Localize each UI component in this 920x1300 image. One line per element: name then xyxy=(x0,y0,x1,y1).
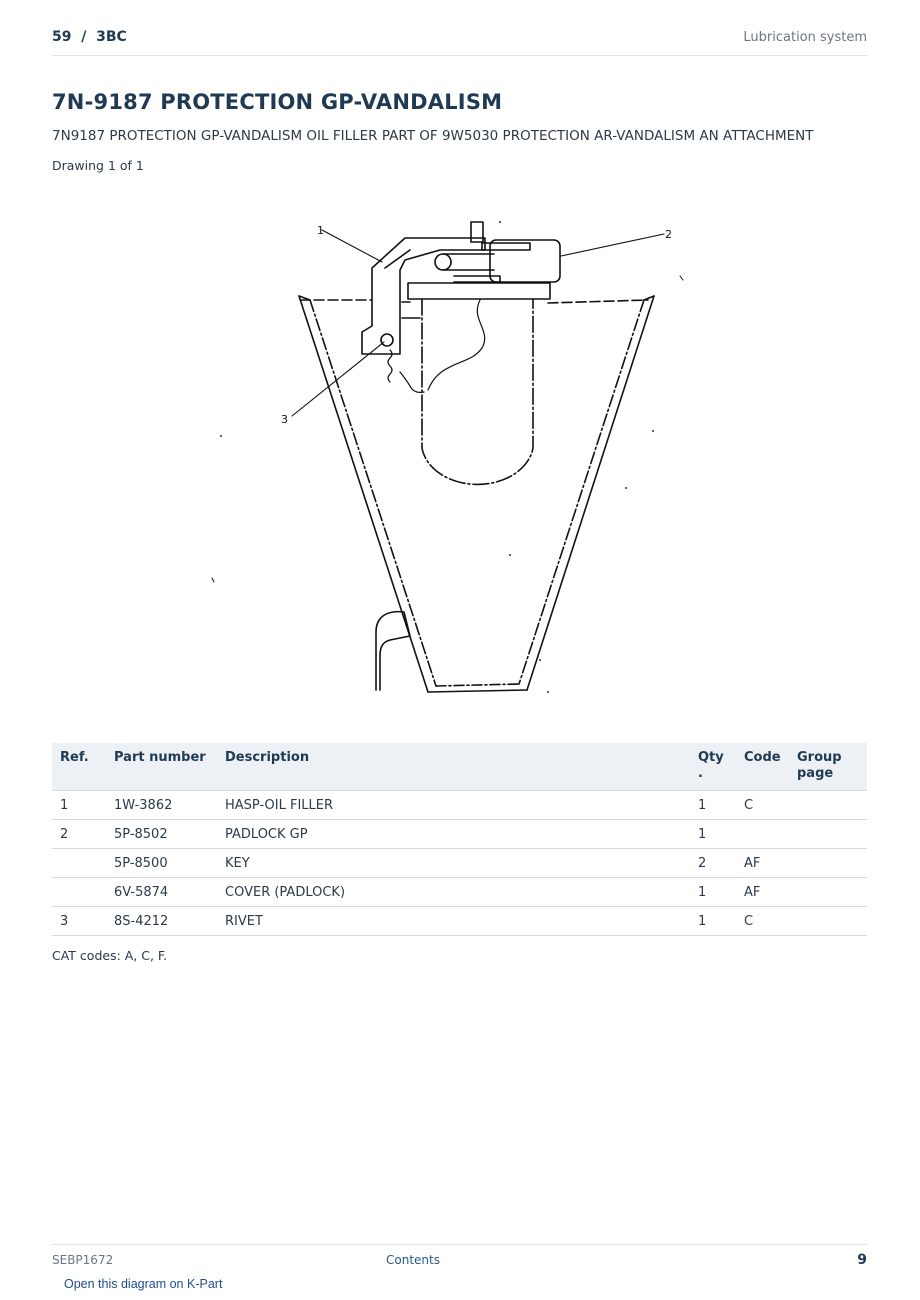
funnel-left-wall-inner xyxy=(310,300,436,686)
hasp-arm xyxy=(362,238,485,354)
callout-1-leader xyxy=(322,230,382,262)
cell-part-number: 5P-8500 xyxy=(106,849,217,878)
parts-diagram xyxy=(200,195,700,710)
cell-ref xyxy=(52,849,106,878)
header-divider xyxy=(52,55,867,56)
col-header-qty: Qty . xyxy=(690,743,736,791)
cell-part-number: 1W-3862 xyxy=(106,791,217,820)
cell-part-number: 8S-4212 xyxy=(106,907,217,936)
callout-1: 1 xyxy=(317,224,324,237)
funnel-bottom xyxy=(428,690,527,692)
callout-3: 3 xyxy=(281,413,288,426)
funnel-rim-right xyxy=(548,300,648,303)
cell-ref xyxy=(52,878,106,907)
document-id: SEBP1672 xyxy=(52,1253,114,1267)
callout-2: 2 xyxy=(665,228,672,241)
cell-description: KEY xyxy=(217,849,690,878)
callout-3-leader xyxy=(292,342,384,416)
hasp-pin xyxy=(471,222,483,242)
table-row xyxy=(52,820,867,849)
col-header-group-page: Group page xyxy=(789,743,867,791)
cell-code: C xyxy=(736,791,789,820)
cell-part-number: 6V-5874 xyxy=(106,878,217,907)
cell-code: AF xyxy=(736,878,789,907)
cell-qty: 1 xyxy=(690,878,736,907)
funnel-right-wall xyxy=(527,296,654,690)
cell-group-page xyxy=(789,878,867,907)
footer-divider xyxy=(52,1244,867,1245)
page-breadcrumb: 59 / 3BC xyxy=(52,29,127,45)
cell-description: PADLOCK GP xyxy=(217,820,690,849)
col-header-description: Description xyxy=(217,743,690,791)
cell-part-number: 5P-8502 xyxy=(106,820,217,849)
funnel-bottom-inner xyxy=(436,684,519,686)
cell-qty: 2 xyxy=(690,849,736,878)
col-header-ref: Ref. xyxy=(52,743,106,791)
cell-ref: 1 xyxy=(52,791,106,820)
cell-description: RIVET xyxy=(217,907,690,936)
rivet-circle xyxy=(381,334,393,346)
cell-ref: 2 xyxy=(52,820,106,849)
kpart-diagram-link[interactable]: Open this diagram on K-Part xyxy=(64,1277,223,1291)
table-row xyxy=(52,791,867,820)
cell-description: HASP-OIL FILLER xyxy=(217,791,690,820)
callout-2-leader xyxy=(561,234,664,256)
cutaway-line xyxy=(428,300,485,390)
col-header-part-number: Part number xyxy=(106,743,217,791)
cell-code: C xyxy=(736,907,789,936)
table-row xyxy=(52,878,867,907)
cell-qty: 1 xyxy=(690,820,736,849)
filler-cap-plate xyxy=(408,283,550,299)
cell-code xyxy=(736,820,789,849)
parts-table xyxy=(52,743,867,936)
cat-codes-note: CAT codes: A, C, F. xyxy=(52,948,168,963)
contents-link[interactable]: Contents xyxy=(386,1253,440,1267)
cell-description: COVER (PADLOCK) xyxy=(217,878,690,907)
funnel-right-wall-inner xyxy=(519,300,644,684)
table-row xyxy=(52,849,867,878)
page-number: 9 xyxy=(857,1252,867,1268)
table-row xyxy=(52,907,867,936)
cell-qty: 1 xyxy=(690,907,736,936)
filler-tube xyxy=(422,299,533,484)
page-title: 7N-9187 PROTECTION GP-VANDALISM xyxy=(52,90,503,114)
drawing-counter: Drawing 1 of 1 xyxy=(52,158,144,173)
cell-ref: 3 xyxy=(52,907,106,936)
table-header-row xyxy=(52,743,867,791)
col-header-code: Code xyxy=(736,743,789,791)
cell-group-page xyxy=(789,820,867,849)
part-description: 7N9187 PROTECTION GP-VANDALISM OIL FILLER PART OF 9W5030 PROTECTION AR-VANDALISM AN ATTACHMENT xyxy=(52,128,814,144)
cell-group-page xyxy=(789,791,867,820)
cell-group-page xyxy=(789,849,867,878)
cell-qty: 1 xyxy=(690,791,736,820)
cell-group-page xyxy=(789,907,867,936)
section-name: Lubrication system xyxy=(743,30,867,45)
chain xyxy=(388,350,424,392)
cell-code: AF xyxy=(736,849,789,878)
